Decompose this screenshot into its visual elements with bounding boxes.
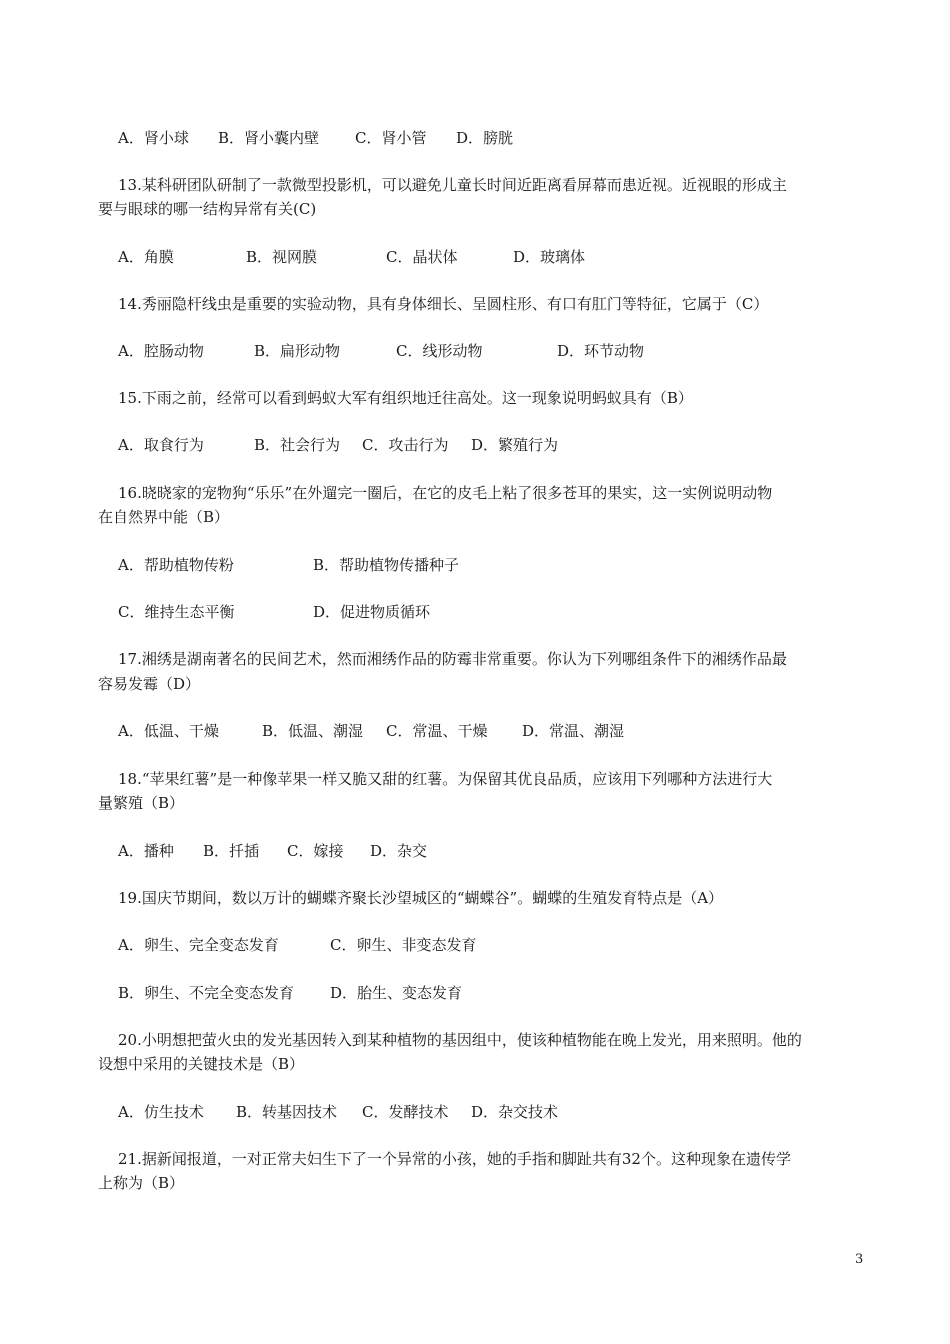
q18-option-d: D．杂交 (370, 842, 428, 860)
q19-option-d: D．胎生、变态发育 (330, 984, 463, 1002)
q20-option-a: A．仿生技术 (118, 1103, 204, 1121)
q17-text-line1: 17.湘绣是湖南著名的民间艺术，然而湘绣作品的防霉非常重要。你认为下列哪组条件下的湘绣作品最 (118, 650, 787, 668)
q21-text-line2: 上称为（B） (98, 1174, 185, 1192)
q12-option-d: D．膀胱 (456, 129, 514, 147)
q15-text-line1: 15.下雨之前，经常可以看到蚂蚁大军有组织地迁往高处。这一现象说明蚂蚁具有（B） (118, 389, 693, 407)
q14-option-d: D．环节动物 (557, 342, 645, 360)
q14-option-b: B．扁形动物 (254, 342, 341, 360)
q14-option-a: A．腔肠动物 (118, 342, 204, 360)
q12-option-a: A．肾小球 (118, 129, 189, 147)
q16-text-line1: 16.晓晓家的宠物狗“乐乐”在外遛完一圈后，在它的皮毛上粘了很多苍耳的果实，这一实例说明动物 (118, 484, 773, 502)
page-number: 3 (855, 1252, 864, 1267)
q17-text-line2: 容易发霉（D） (98, 675, 201, 693)
q17-option-b: B．低温、潮湿 (262, 722, 364, 740)
q18-text-line1: 18.“苹果红薯”是一种像苹果一样又脆又甜的红薯。为保留其优良品质，应该用下列哪种方法进行大 (118, 770, 773, 788)
q16-option-b: B．帮助植物传播种子 (313, 556, 460, 574)
q14-option-c: C．线形动物 (396, 342, 483, 360)
q13-option-b: B．视网膜 (246, 248, 318, 266)
q20-option-c: C．发酵技术 (362, 1103, 449, 1121)
q16-text-line2: 在自然界中能（B） (98, 508, 230, 526)
q17-option-c: C．常温、干燥 (386, 722, 488, 740)
q18-option-b: B．扦插 (203, 842, 260, 860)
q16-option-d: D．促进物质循环 (313, 603, 431, 621)
q18-option-a: A．播种 (118, 842, 174, 860)
q15-option-a: A．取食行为 (118, 436, 204, 454)
q12-option-b: B．肾小囊内壁 (218, 129, 320, 147)
q16-option-c: C．维持生态平衡 (118, 603, 235, 621)
q18-option-c: C．嫁接 (287, 842, 344, 860)
q20-text-line1: 20.小明想把萤火虫的发光基因转入到某种植物的基因组中，使该种植物能在晚上发光，用来照明。他的 (118, 1031, 802, 1049)
q19-option-c: C．卵生、非变态发育 (330, 936, 477, 954)
q12-option-c: C．肾小管 (355, 129, 427, 147)
q16-option-a: A．帮助植物传粉 (118, 556, 234, 574)
q15-option-b: B．社会行为 (254, 436, 341, 454)
q15-option-d: D．繁殖行为 (471, 436, 559, 454)
q19-option-a: A．卵生、完全变态发育 (118, 936, 279, 954)
q14-text-line1: 14.秀丽隐杆线虫是重要的实验动物，具有身体细长、呈圆柱形、有口有肛门等特征，它属于（C） (118, 295, 769, 313)
q13-option-d: D．玻璃体 (513, 248, 586, 266)
q13-text-line1: 13.某科研团队研制了一款微型投影机，可以避免儿童长时间近距离看屏幕而患近视。近视眼的形成主 (118, 176, 787, 194)
q21-text-line1: 21.据新闻报道，一对正常夫妇生下了一个异常的小孩，她的手指和脚趾共有32个。这种现象在遗传学 (118, 1150, 791, 1168)
q15-option-c: C．攻击行为 (362, 436, 449, 454)
q20-text-line2: 设想中采用的关键技术是（B） (98, 1055, 305, 1073)
q13-option-a: A．角膜 (118, 248, 174, 266)
q19-text-line1: 19.国庆节期间，数以万计的蝴蝶齐聚长沙望城区的“蝴蝶谷”。蝴蝶的生殖发育特点是（A） (118, 889, 724, 907)
q20-option-b: B．转基因技术 (236, 1103, 338, 1121)
q13-text-line2: 要与眼球的哪一结构异常有关(C) (98, 200, 317, 218)
q20-option-d: D．杂交技术 (471, 1103, 559, 1121)
q17-option-d: D．常温、潮湿 (522, 722, 625, 740)
q17-option-a: A．低温、干燥 (118, 722, 219, 740)
q13-option-c: C．晶状体 (386, 248, 458, 266)
q19-option-b: B．卵生、不完全变态发育 (118, 984, 295, 1002)
q18-text-line2: 量繁殖（B） (98, 794, 185, 812)
